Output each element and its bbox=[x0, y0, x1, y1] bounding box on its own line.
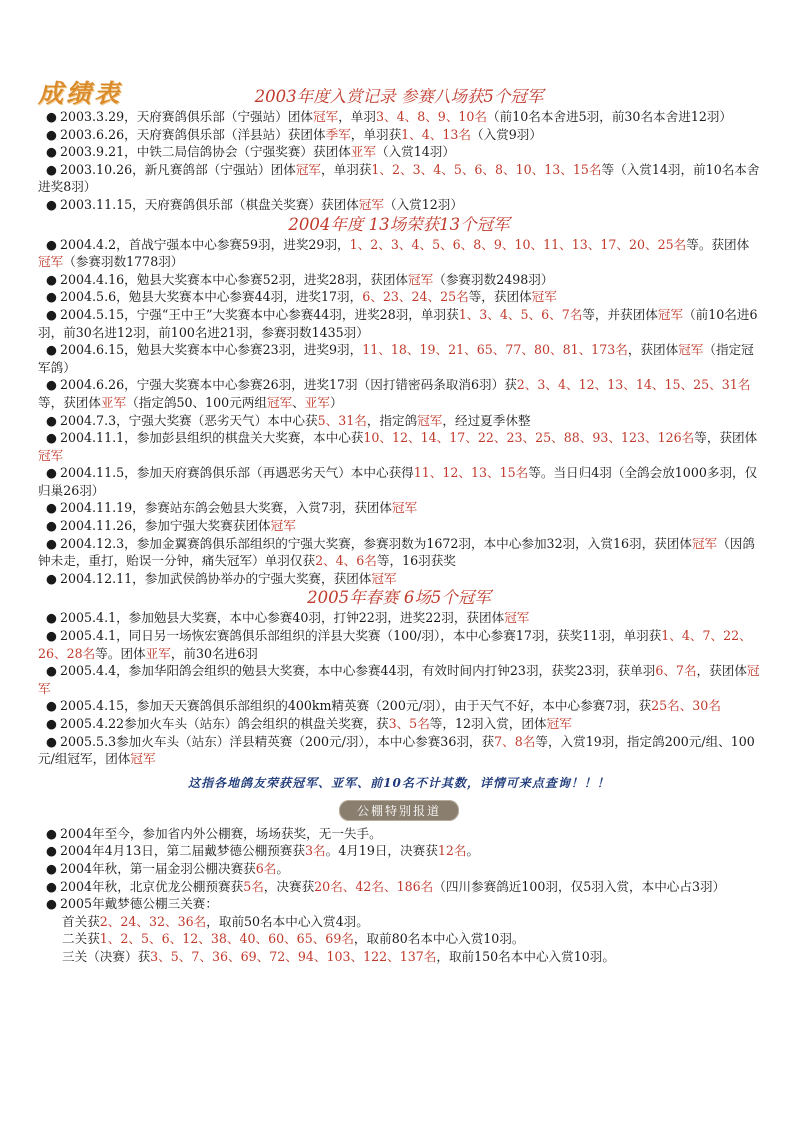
result-entry bbox=[38, 662, 760, 697]
highlight-text: 季军 bbox=[325, 126, 351, 142]
text-segment: 2003.11.15，天府赛鸽俱乐部（棋盘关奖赛）获团体 bbox=[60, 196, 359, 212]
text-segment: 2004年秋，第一届金羽公棚决赛获 bbox=[60, 860, 256, 876]
results-logo: 成绩表 bbox=[38, 79, 123, 108]
highlight-text: 1、2、5、6、12、38、40、60、65、69名 bbox=[99, 931, 354, 947]
highlight-text: 3名 bbox=[305, 843, 326, 859]
text-segment: 2003.9.21，中铁二局信鸽协会（宁强奖赛）获团体 bbox=[60, 144, 351, 160]
result-entry bbox=[38, 196, 760, 214]
result-entry bbox=[38, 570, 760, 588]
text-segment: 等，并获团体 bbox=[582, 306, 658, 322]
text-segment: 2004.7.3，宁强大奖赛（恶劣天气）本中心获 bbox=[60, 412, 318, 428]
highlight-text: 冠军 bbox=[417, 412, 443, 428]
text-segment: 2005.4.22参加火车头（站东）鸽会组织的棋盘关奖赛，获 bbox=[60, 716, 389, 731]
bullet-icon: ● bbox=[46, 878, 57, 894]
special-report-banner: 公棚特别报道 bbox=[339, 800, 459, 821]
highlight-text: 冠军 bbox=[130, 751, 156, 767]
highlight-text: 1、4、7、22、26、28名 bbox=[38, 628, 752, 661]
result-entry bbox=[38, 341, 760, 376]
text-segment: ，获团体 bbox=[696, 663, 747, 679]
bullet-icon: ● bbox=[46, 896, 57, 912]
text-segment: 等，获团体 bbox=[38, 394, 101, 410]
highlight-text: 冠军 bbox=[691, 535, 718, 551]
text-segment: ，指定鸽 bbox=[366, 412, 418, 428]
bullet-icon: ● bbox=[46, 860, 57, 876]
highlight-text: 冠军 bbox=[270, 518, 296, 534]
highlight-text: 亚军 bbox=[304, 394, 330, 410]
result-entry bbox=[38, 499, 760, 517]
bullet-icon: ● bbox=[46, 289, 57, 305]
text-segment: 2005.4.4，参加华阳鸽会组织的勉县大奖赛，本中心参赛44羽，有效时间内打钟23羽，获奖23羽，获单羽 bbox=[60, 663, 656, 679]
stage-result-line bbox=[62, 913, 760, 931]
bullet-icon: ● bbox=[46, 306, 57, 322]
text-segment: 等，入赏19羽，指定鸽200元/组、100元/组冠军，团体 bbox=[38, 733, 755, 767]
text-segment: 2004.11.26，参加宁强大奖赛获团体 bbox=[60, 518, 271, 534]
bullet-icon: ● bbox=[46, 843, 57, 859]
highlight-text: 冠军 bbox=[38, 663, 760, 696]
bullet-icon: ● bbox=[46, 430, 57, 446]
text-segment: 2005年戴梦德公棚三关赛： bbox=[60, 896, 218, 912]
text-segment: 。4月19日，决赛获 bbox=[325, 843, 438, 859]
bullet-icon: ● bbox=[46, 271, 57, 287]
text-segment: 二关获 bbox=[62, 931, 100, 947]
highlight-text: 1、2、3、4、5、6、8、9、10、11、13、17、20、25名 bbox=[349, 236, 687, 252]
result-entry bbox=[38, 108, 760, 126]
highlight-text: 冠军 bbox=[546, 716, 572, 731]
highlight-text: 12名 bbox=[437, 843, 467, 859]
result-entry bbox=[38, 429, 760, 464]
bullet-icon: ● bbox=[46, 500, 57, 516]
sub-lines bbox=[38, 913, 760, 966]
bullet-icon: ● bbox=[46, 716, 57, 731]
bullet-icon: ● bbox=[46, 733, 57, 749]
highlight-text: 10、12、14、17、22、23、25、88、93、123、126名 bbox=[363, 430, 695, 446]
text-segment: 等。获团体 bbox=[686, 236, 750, 252]
highlight-text: 7、8名 bbox=[494, 733, 536, 749]
result-entry bbox=[38, 535, 760, 570]
result-entry bbox=[38, 517, 760, 535]
highlight-text: 2、4、6名 bbox=[315, 553, 377, 569]
text-segment: ，决赛获 bbox=[263, 878, 315, 894]
bullet-icon: ● bbox=[46, 161, 57, 177]
text-segment: 等（入赏14羽，前10名本舍进奖8羽） bbox=[38, 161, 760, 195]
text-segment: 2004.6.15，勉县大奖赛本中心参赛23羽，进奖9羽， bbox=[60, 342, 363, 358]
result-entry bbox=[38, 236, 760, 271]
text-segment: （入赏14羽） bbox=[375, 144, 455, 160]
text-segment: 。 bbox=[276, 860, 289, 876]
text-segment: （四川参赛鸽近100羽，仅5羽入赏，本中心占3羽） bbox=[433, 878, 726, 894]
announcements bbox=[38, 825, 760, 913]
text-segment: 2004.5.6，勉县大奖赛本中心参赛44羽，进奖17羽， bbox=[60, 289, 363, 305]
highlight-text: 1、3、4、5、6、7名 bbox=[458, 306, 583, 322]
result-entry bbox=[38, 376, 760, 411]
text-segment: ，单羽 bbox=[338, 109, 376, 124]
text-segment: ） bbox=[329, 394, 343, 410]
text-segment: 三关（决赛）获 bbox=[62, 948, 151, 964]
highlight-text: 2、24、32、36名 bbox=[99, 913, 207, 929]
bullet-icon: ● bbox=[46, 196, 57, 212]
bullet-icon: ● bbox=[46, 518, 57, 534]
highlight-text: 11、12、13、15名 bbox=[413, 465, 529, 481]
text-segment: （入赏12羽） bbox=[383, 196, 463, 212]
text-segment: ，取前80名本中心入赏10羽。 bbox=[353, 931, 525, 947]
text-segment: 2004.4.16，勉县大奖赛本中心参赛52羽，进奖28羽，获团体 bbox=[60, 271, 409, 287]
text-segment: （指定鸽50、100元两组 bbox=[126, 394, 267, 410]
text-segment: 2004.11.19，参赛站东鸽会勉县大奖赛，入赏7羽，获团体 bbox=[60, 500, 392, 516]
result-entry bbox=[38, 126, 760, 144]
text-segment: （因鸽钟未走，重打，贻误一分钟，痛失冠军）单羽仅获 bbox=[38, 535, 755, 569]
section-title: 2003年度入赏记录 参赛八场获5个冠军 bbox=[254, 87, 544, 106]
text-segment: 2004.12.11，参加武侯鸽协举办的宁强大奖赛，获团体 bbox=[60, 570, 372, 586]
bullet-icon: ● bbox=[46, 236, 57, 252]
result-entry bbox=[38, 288, 760, 306]
bullet-icon: ● bbox=[46, 465, 57, 481]
result-entry bbox=[38, 733, 760, 768]
text-segment: 首关获 bbox=[62, 913, 100, 929]
content bbox=[38, 86, 760, 966]
highlight-text: 亚军 bbox=[145, 645, 171, 661]
result-entry bbox=[38, 271, 760, 289]
text-segment: ，取前150名本中心入赏10羽。 bbox=[436, 948, 615, 964]
highlight-text: 3、4、8、9、10名 bbox=[375, 109, 488, 124]
text-segment: （指定冠军鸽） bbox=[38, 342, 754, 375]
announcement-item bbox=[38, 860, 760, 878]
notice-text: 这指各地鸽友荣获冠军、亚军、前10名不计其数，详情可来点查询！！！ bbox=[188, 775, 610, 790]
result-entry bbox=[38, 412, 760, 430]
highlight-text: 20名、42名、186名 bbox=[314, 878, 434, 894]
text-segment: 2003.6.26，天府赛鸽俱乐部（洋县站）获团体 bbox=[60, 126, 326, 142]
section-title: 2005年春赛 6场5个冠军 bbox=[307, 588, 491, 608]
highlight-text: 6、7名 bbox=[655, 663, 697, 679]
text-segment: 2003.10.26，新凡赛鸽部（宁强站）团体 bbox=[60, 161, 296, 177]
bullet-icon: ● bbox=[46, 144, 57, 160]
text-segment: 、 bbox=[292, 394, 305, 410]
highlight-text: 6名 bbox=[255, 860, 277, 876]
result-entry bbox=[38, 715, 760, 733]
highlight-text: 冠军 bbox=[392, 500, 418, 516]
text-segment: 等，获团体 bbox=[468, 289, 532, 305]
text-segment: 2005.4.1，参加勉县大奖赛，本中心参赛40羽，打钟22羽，进奖22羽，获团体 bbox=[60, 610, 505, 626]
highlight-text: 冠军 bbox=[358, 196, 384, 212]
bullet-icon: ● bbox=[46, 698, 57, 714]
text-segment: 2004.5.15，宁强“王中王”大奖赛本中心参赛44羽，进奖28羽，单羽获 bbox=[60, 306, 459, 322]
text-segment: （参赛羽数2498羽） bbox=[433, 271, 554, 287]
highlight-text: 5名 bbox=[243, 878, 264, 894]
highlight-text: 亚军 bbox=[350, 144, 376, 160]
announcement-item bbox=[38, 825, 760, 843]
highlight-text: 冠军 bbox=[657, 306, 684, 322]
result-entry bbox=[38, 161, 760, 196]
text-segment: ，单羽获 bbox=[321, 161, 372, 177]
highlight-text: 冠军 bbox=[295, 161, 322, 177]
highlight-text: 5、31名 bbox=[317, 412, 367, 428]
highlight-text: 冠军 bbox=[531, 289, 557, 305]
banner-wrap bbox=[38, 800, 760, 821]
text-segment: 2003.3.29，天府赛鸽俱乐部（宁强站）团体 bbox=[60, 109, 314, 124]
result-entry bbox=[38, 306, 760, 341]
text-segment: 2005.4.15，参加天天赛鸽俱乐部组织的400km精英赛（200元/羽），由于天气不好，本中心参赛7羽，获 bbox=[60, 698, 652, 714]
entry-list bbox=[38, 236, 760, 588]
highlight-text: 3、5、7、36、69、72、94、103、122、137名 bbox=[150, 948, 437, 964]
highlight-text: 冠军 bbox=[266, 394, 293, 410]
text-segment: 等。当日归4羽（全鸽会放1000多羽，仅归巢26羽） bbox=[38, 465, 758, 498]
section-title: 2004年度 13场荣获13个冠军 bbox=[288, 214, 510, 234]
bullet-icon: ● bbox=[46, 412, 57, 428]
highlight-text: 冠军 bbox=[38, 254, 64, 270]
highlight-text: 2、3、4、12、13、14、15、25、31名 bbox=[516, 377, 751, 393]
bullet-icon: ● bbox=[46, 535, 57, 551]
text-segment: ，取前50名本中心入赏4羽。 bbox=[206, 913, 369, 929]
bullet-icon: ● bbox=[46, 570, 57, 586]
text-segment: 2004年至今，参加省内外公棚赛，场场获奖，无一失手。 bbox=[60, 825, 382, 841]
highlight-text: 冠军 bbox=[313, 109, 339, 124]
text-segment: （前10名进6羽，前30名进12羽，前100名进21羽，参赛羽数1435羽） bbox=[38, 306, 758, 340]
highlight-text: 11、18、19、21、65、77、80、81、173名 bbox=[362, 342, 628, 358]
result-entry bbox=[38, 464, 760, 499]
text-segment: 等，获团体 bbox=[694, 430, 758, 446]
text-segment: 2004年4月13日，第二届戴梦德公棚预赛获 bbox=[60, 843, 305, 859]
highlight-text: 1、2、3、4、5、6、8、10、13、15名 bbox=[371, 161, 602, 177]
bullet-icon: ● bbox=[46, 109, 57, 124]
announcement-item bbox=[38, 895, 760, 913]
highlight-text: 1、4、13名 bbox=[401, 126, 472, 142]
text-segment: 等，16羽获奖 bbox=[376, 553, 456, 569]
stage-result-line bbox=[62, 948, 760, 966]
text-segment: ，经过夏季休整 bbox=[442, 412, 531, 428]
bullet-icon: ● bbox=[46, 663, 57, 679]
result-entry bbox=[38, 143, 760, 161]
bullet-icon: ● bbox=[46, 825, 57, 841]
text-segment: ，单羽获 bbox=[350, 126, 402, 142]
text-segment: （参赛羽数1778羽） bbox=[63, 254, 184, 270]
bullet-icon: ● bbox=[46, 377, 57, 393]
stage-result-line bbox=[62, 930, 760, 948]
result-entry bbox=[38, 609, 760, 627]
text-segment: 2004.4.2，首战宁强本中心参赛59羽，进奖29羽， bbox=[60, 236, 350, 252]
bullet-icon: ● bbox=[46, 628, 57, 644]
text-segment: 等。团体 bbox=[95, 645, 146, 661]
sections bbox=[38, 86, 760, 768]
highlight-text: 冠军 bbox=[408, 271, 434, 287]
text-segment: 2005.4.1，同日另一场恢宏赛鸽俱乐部组织的洋县大奖赛（100/羽），本中心参赛17羽，获奖11羽，单羽获 bbox=[60, 628, 662, 644]
text-segment: 2004.12.3，参加金翼赛鸽俱乐部组织的宁强大奖赛，参赛羽数为1672羽，本中心参加32羽，入赏16羽，获团体 bbox=[60, 535, 692, 551]
highlight-text: 冠军 bbox=[504, 610, 530, 626]
entry-list bbox=[38, 108, 760, 214]
text-segment: 。 bbox=[466, 843, 480, 859]
bullet-icon: ● bbox=[46, 342, 57, 358]
highlight-text: 3、5名 bbox=[388, 716, 430, 731]
highlight-text: 亚军 bbox=[100, 394, 127, 410]
highlight-text: 6、23、24、25名 bbox=[362, 289, 469, 305]
entry-list bbox=[38, 609, 760, 767]
text-segment: 等，12羽入赏，团体 bbox=[429, 716, 547, 731]
highlight-text: 25名、30名 bbox=[651, 698, 721, 714]
text-segment: 2005.5.3参加火车头（站东）洋县精英赛（200元/羽），本中心参赛36羽，获 bbox=[60, 733, 495, 749]
text-segment: 2004.6.26，宁强大奖赛本中心参赛26羽，进奖17羽（因打错密码条取消6羽）获 bbox=[60, 377, 517, 393]
text-segment: 2004.11.1，参加彭县组织的棋盘关大奖赛，本中心获 bbox=[60, 430, 364, 446]
text-segment: ，前30名进6羽 bbox=[170, 645, 258, 661]
result-entry bbox=[38, 697, 760, 715]
result-entry bbox=[38, 627, 760, 662]
bullet-icon: ● bbox=[46, 610, 57, 626]
highlight-text: 冠军 bbox=[371, 570, 397, 586]
bullet-icon: ● bbox=[46, 126, 57, 142]
text-segment: （前10名本舍进5羽，前30名本舍进12羽） bbox=[487, 109, 733, 124]
announcement-item bbox=[38, 842, 760, 860]
highlight-text: 冠军 bbox=[38, 447, 64, 463]
highlight-text: 冠军 bbox=[678, 342, 704, 358]
text-segment: （入赏9羽） bbox=[471, 126, 542, 142]
text-segment: ，获团体 bbox=[627, 342, 679, 358]
announcement-item bbox=[38, 878, 760, 896]
text-segment: 2004.11.5，参加天府赛鸽俱乐部（再遇恶劣天气）本中心获得 bbox=[60, 465, 414, 481]
text-segment: 2004年秋，北京优龙公棚预赛获 bbox=[60, 878, 244, 894]
